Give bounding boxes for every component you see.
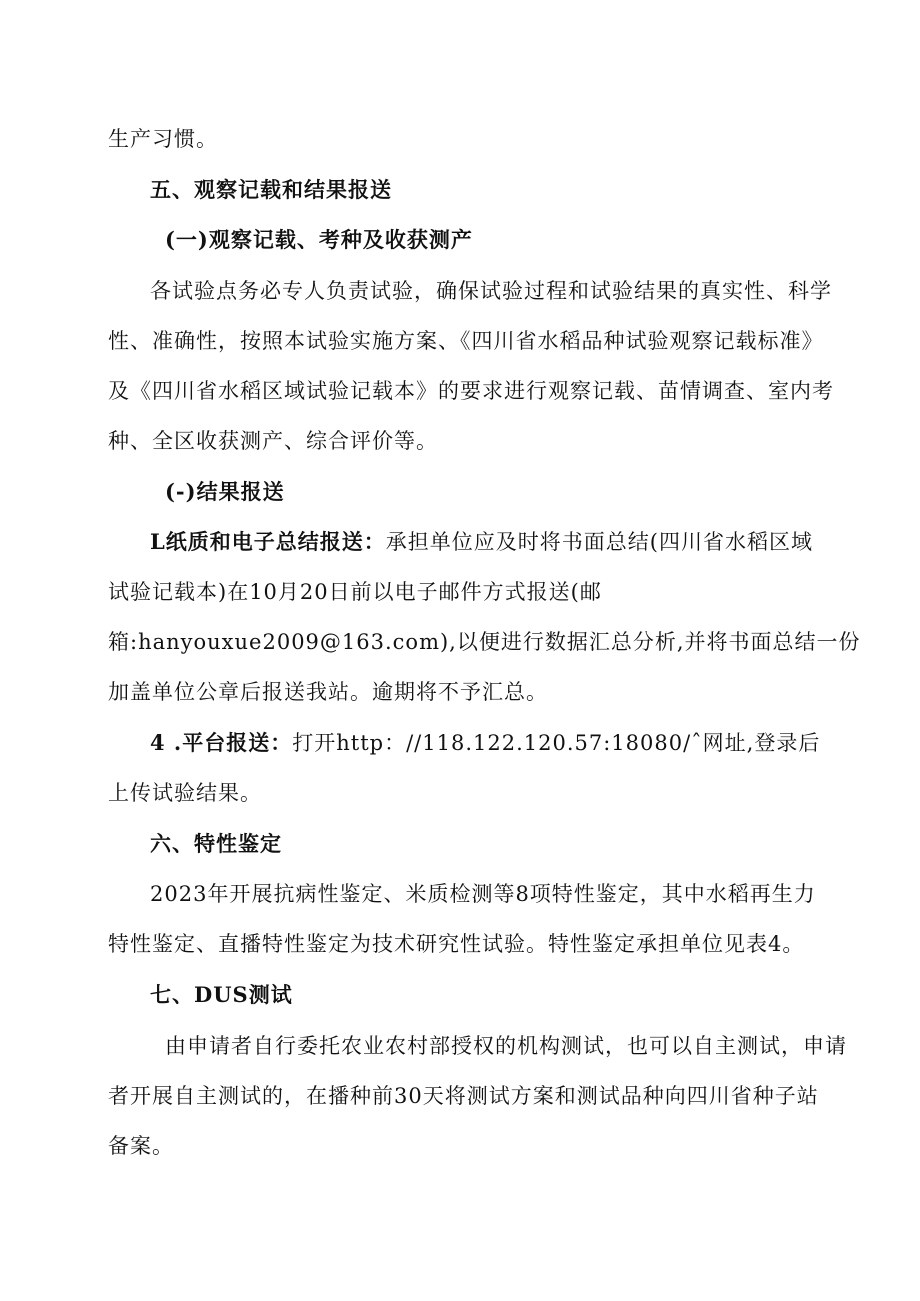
subsection-heading-5-1: (一)观察记载、考种及收获测产 [165, 227, 473, 252]
paragraph-line: 特性鉴定、直播特性鉴定为技术研究性试验。特性鉴定承担单位见表4。 [108, 932, 805, 956]
email-line: 箱:hanyouxue2009@163.com),以便进行数据汇总分析,并将书面总结一份 [108, 630, 861, 654]
paragraph-line: 及《四川省水稻区域试验记载本》的要求进行观察记载、苗情调查、室内考 [108, 379, 834, 403]
list-item-1-text: 承担单位应及时将书面总结(四川省水稻区域 [385, 530, 813, 554]
paragraph-line: 种、全区收获测产、综合评价等。 [108, 429, 438, 453]
paragraph-line: 上传试验结果。 [108, 781, 262, 805]
list-item-2-first-line [150, 728, 820, 758]
subsection-heading-5-2: (-)结果报送 [165, 479, 285, 504]
paragraph-line: 试验记载本)在10月20日前以电子邮件方式报送(邮 [108, 580, 602, 604]
list-item-1-first-line [150, 527, 813, 557]
paragraph-line: 备案。 [108, 1134, 174, 1158]
list-item-2-text: 打开http：//118.122.120.57:18080/ˆ网址,登录后 [292, 731, 821, 755]
paragraph-line: 性、准确性，按照本试验实施方案、《四川省水稻品种试验观察记载标准》 [108, 329, 824, 353]
paragraph-line: 者开展自主测试的，在播种前30天将测试方案和测试品种向四川省种子站 [108, 1084, 819, 1108]
list-item-2-label: 4 .平台报送： [150, 730, 293, 755]
paragraph-line: 加盖单位公章后报送我站。逾期将不予汇总。 [108, 680, 548, 704]
paragraph-continuation: 生产习惯。 [108, 127, 218, 151]
paragraph-line: 各试验点务必专人负责试验，确保试验过程和试验结果的真实性、科学 [150, 279, 832, 303]
paragraph-line: 2023年开展抗病性鉴定、米质检测等8项特性鉴定，其中水稻再生力 [150, 882, 816, 906]
section-heading-5: 五、观察记载和结果报送 [150, 177, 392, 202]
section-heading-6: 六、特性鉴定 [150, 831, 282, 856]
paragraph-line: 由申请者自行委托农业农村部授权的机构测试，也可以自主测试，申请 [165, 1034, 847, 1058]
list-item-1-label: L纸质和电子总结报送： [150, 529, 386, 554]
section-heading-7: 七、DUS测试 [150, 982, 293, 1007]
